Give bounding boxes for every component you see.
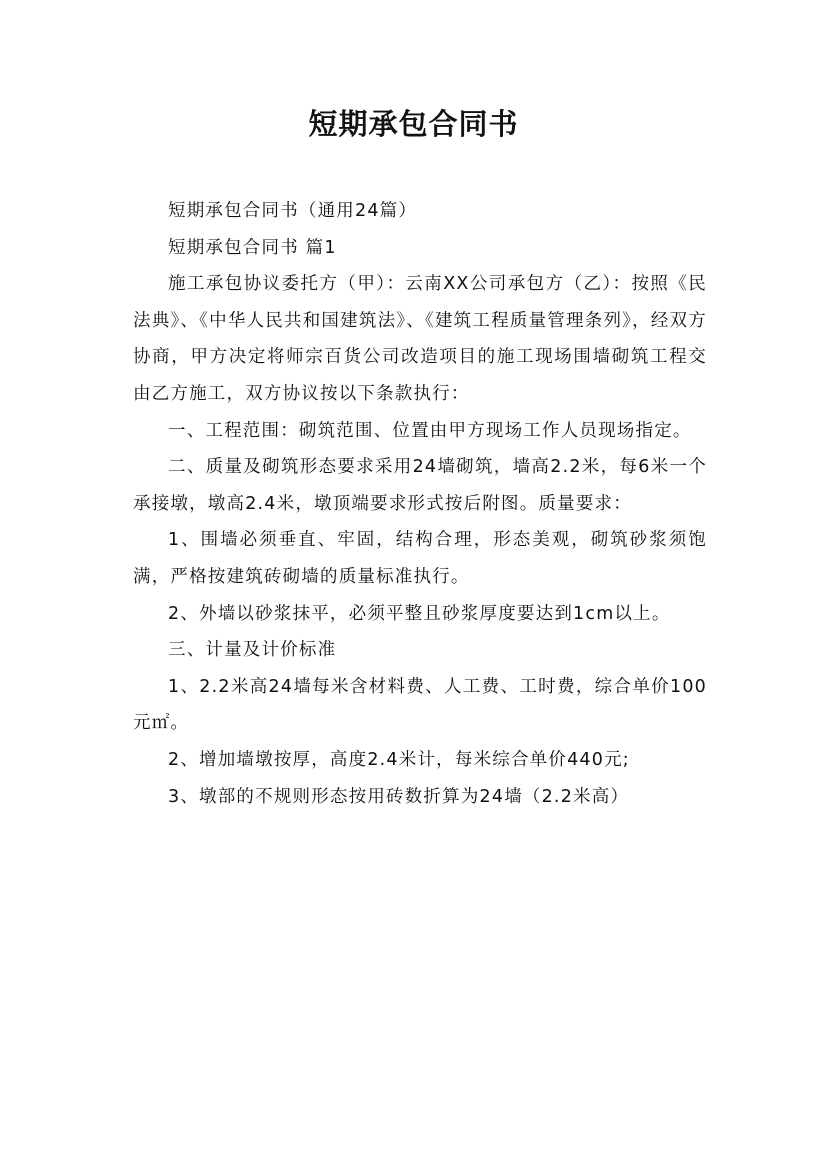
paragraph-pricing-item-3: 3、墩部的不规则形态按用砖数折算为24墙（2.2米高）: [168, 786, 630, 807]
document-title: 短期承包合同书: [308, 107, 519, 141]
paragraph-quality-item-2: 2、外墙以砂浆抹平，必须平整且砂浆厚度要达到1cm以上。: [168, 603, 671, 624]
document-body: [133, 193, 707, 815]
paragraph-intro: 施工承包协议委托方（甲）：云南XX公司承包方（乙）：按照《民法典》、《中华人民共和国建筑法》、《建筑工程质量管理条列》，经双方协商，甲方决定将师宗百货公司改造项目的施工现场围墙砌筑工程交由乙方施工，双方协议按以下条款执行：: [133, 274, 707, 404]
paragraph-pricing-item-2: 2、增加墙墩按厚，高度2.4米计，每米综合单价440元;: [168, 749, 630, 770]
paragraph-section-heading: 短期承包合同书 篇1: [168, 237, 337, 258]
paragraph-pricing-heading: 三、计量及计价标准: [168, 640, 337, 661]
paragraph-quality: 二、质量及砌筑形态要求采用24墙砌筑，墙高2.2米，每6米一个承接墩，墩高2.4米，墩顶端要求形式按后附图。质量要求：: [133, 457, 707, 514]
paragraph-scope: 一、工程范围：砌筑范围、位置由甲方现场工作人员现场指定。: [168, 420, 692, 441]
paragraph-subtitle: 短期承包合同书（通用24篇）: [168, 201, 418, 221]
paragraph-pricing-item-1: 1、2.2米高24墙每米含材料费、人工费、工时费，综合单价100元㎡。: [133, 676, 707, 734]
paragraph-quality-item-1: 1、围墙必须垂直、牢固，结构合理，形态美观，砌筑砂浆须饱满，严格按建筑砖砌墙的质量标准执行。: [133, 530, 707, 587]
